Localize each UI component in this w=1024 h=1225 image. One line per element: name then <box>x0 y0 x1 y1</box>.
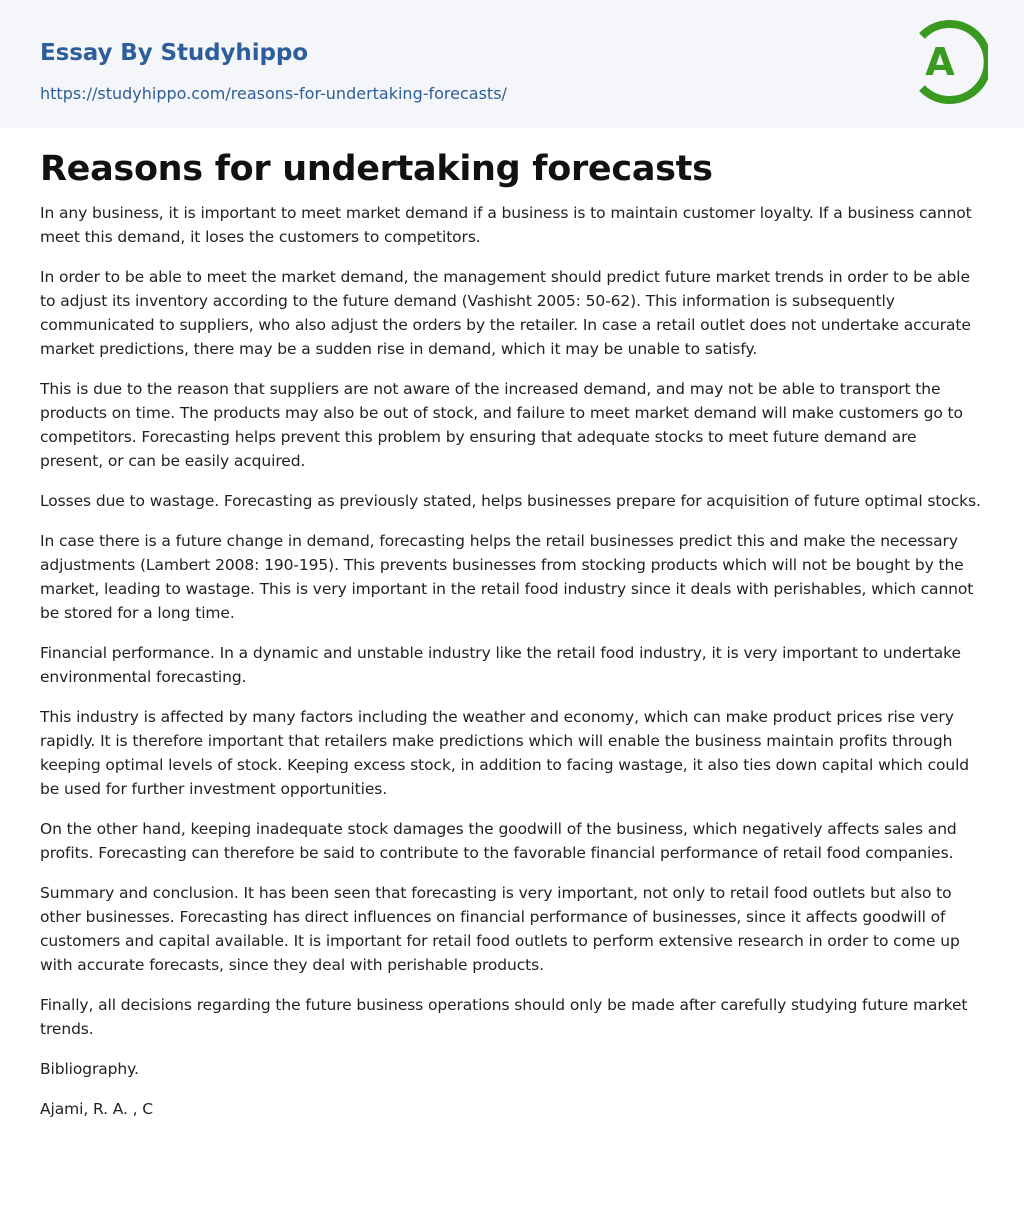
essay-paragraph: This is due to the reason that suppliers are not aware of the increased demand, and may not be able to transport the products on time. The products may also be out of stock, and failure to meet market demand will make customers go to competitors. Forecasting helps prevent this problem by ensuring that adequate stocks to meet future demand are present, or can be easily acquired. <box>40 380 963 470</box>
essay-paragraph: Finally, all decisions regarding the future business operations should only be made after carefully studying future market trends. <box>40 996 968 1038</box>
essay-body <box>40 201 984 1121</box>
essay-title: Reasons for undertaking forecasts <box>40 149 713 189</box>
site-header <box>0 0 1024 128</box>
essay-paragraph: On the other hand, keeping inadequate stock damages the goodwill of the business, which negatively affects sales and profits. Forecasting can therefore be said to contribute to the favorable financial performance of retail food companies. <box>40 820 957 862</box>
essay-paragraph: Losses due to wastage. Forecasting as previously stated, helps businesses prepare for acquisition of future optimal stocks. <box>40 492 981 510</box>
essay-content <box>0 149 1024 1121</box>
bibliography-heading: Bibliography. <box>40 1060 139 1078</box>
essay-paragraph: Summary and conclusion. It has been seen that forecasting is very important, not only to retail food outlets but also to other businesses. Forecasting has direct influences on financial performance of businesses, since it affects goodwill of customers and capital available. It is important for retail food outlets to perform extensive research in order to come up with accurate forecasts, since they deal with perishable products. <box>40 884 960 974</box>
bibliography-entry: Ajami, R. A. , C <box>40 1100 154 1118</box>
logo-letter: A <box>925 40 955 84</box>
essay-paragraph: Financial performance. In a dynamic and unstable industry like the retail food industry, it is very important to undertake environmental forecasting. <box>40 644 961 686</box>
site-title: Essay By Studyhippo <box>40 40 308 66</box>
essay-paragraph: This industry is affected by many factors including the weather and economy, which can make product prices rise very rapidly. It is therefore important that retailers make predictions which will enable the business maintain profits through keeping optimal levels of stock. Keeping excess stock, in addition to facing wastage, it also ties down capital which could be used for further investment opportunities. <box>40 708 970 798</box>
essay-paragraph: In any business, it is important to meet market demand if a business is to maintain customer loyalty. If a business cannot meet this demand, it loses the customers to competitors. <box>40 204 972 246</box>
essay-url-link[interactable]: https://studyhippo.com/reasons-for-undertaking-forecasts/ <box>40 84 507 103</box>
essay-paragraph: In case there is a future change in demand, forecasting helps the retail businesses predict this and make the necessary adjustments (Lambert 2008: 190-195). This prevents businesses from stocking products which will not be bought by the market, leading to wastage. This is very important in the retail food industry since it deals with perishables, which cannot be stored for a long time. <box>40 532 974 622</box>
essay-paragraph: In order to be able to meet the market demand, the management should predict future market trends in order to be able to adjust its inventory according to the future demand (Vashisht 2005: 50-62). This information is subsequently communicated to suppliers, who also adjust the orders by the retailer. In case a retail outlet does not undertake accurate market predictions, there may be a sudden rise in demand, which it may be unable to satisfy. <box>40 268 971 358</box>
studyhippo-logo-icon[interactable] <box>912 18 988 106</box>
